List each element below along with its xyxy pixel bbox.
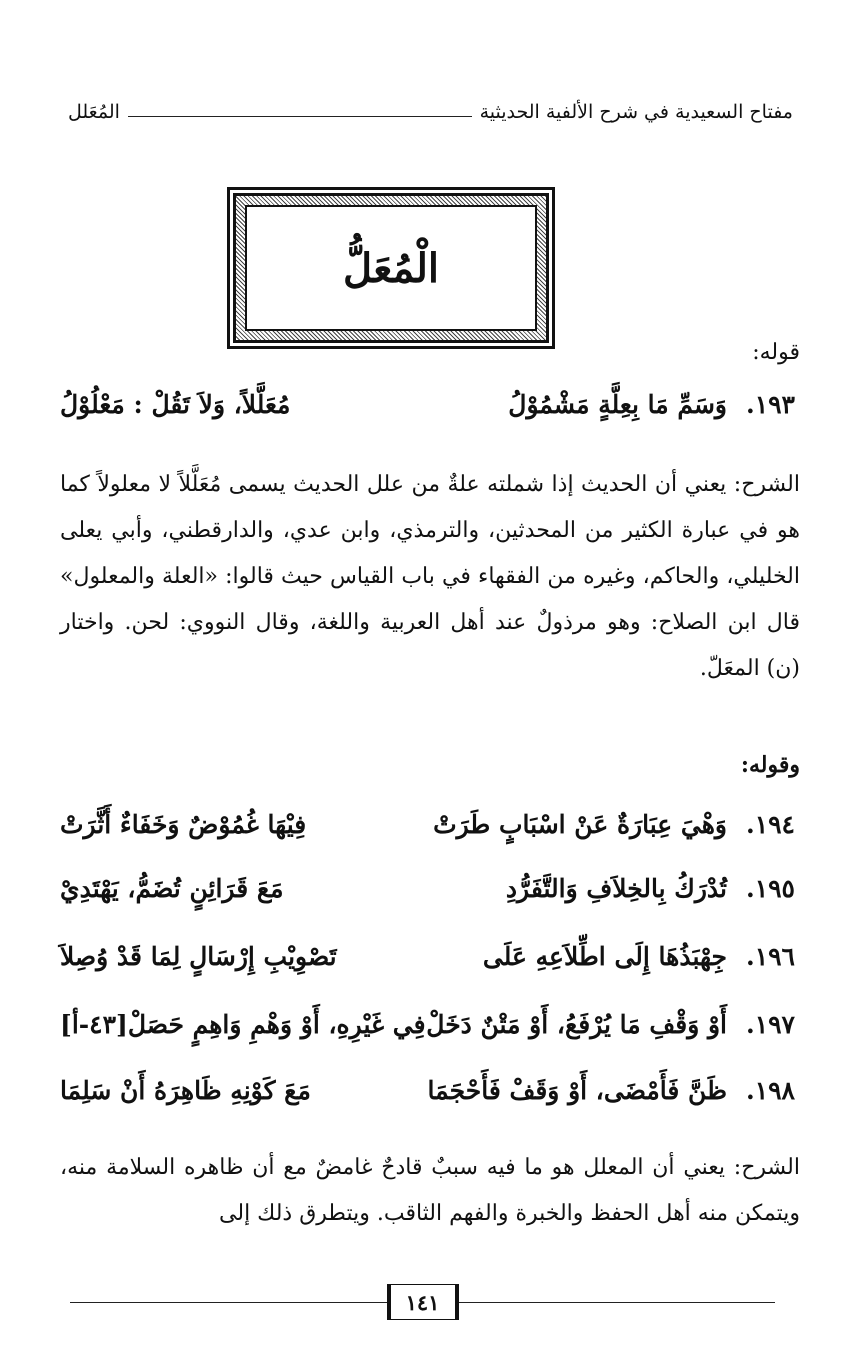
verse-197 — [60, 1010, 795, 1050]
footer-rule-right — [459, 1302, 776, 1303]
verse-first-hemistich: ظَنَّ فَأَمْضَى، أَوْ وَقَفْ فَأَحْجَمَا — [427, 1076, 727, 1105]
chapter-title: المُعَلل — [68, 101, 120, 123]
verse-number: ١٩٣. — [745, 390, 795, 419]
verse-number: ١٩٥. — [745, 874, 795, 903]
page-number: ١٤١ — [387, 1284, 459, 1320]
verse-first-hemistich: وَسَمِّ مَا بِعِلَّةٍ مَشْمُوْلُ — [508, 390, 727, 419]
verse-193 — [60, 390, 795, 430]
verse-second-hemistich: تَصْوِيْبِ إِرْسَالٍ لِمَا قَدْ وُصِلاَ — [60, 942, 337, 971]
section-title-inner — [245, 205, 537, 331]
book-title: مفتاح السعيدية في شرح الألفية الحديثية — [479, 101, 793, 123]
verse-first-hemistich: جِهْبَذُهَا إِلَى اطِّلاَعِهِ عَلَى — [482, 942, 727, 971]
intro-label: قوله: — [752, 340, 800, 365]
verse-number: ١٩٦. — [745, 942, 795, 971]
verse-196 — [60, 942, 795, 982]
verse-number: ١٩٧. — [745, 1010, 795, 1039]
verse-first-hemistich: وَهْيَ عِبَارَةٌ عَنْ اسْبَابٍ طَرَتْ — [433, 810, 727, 839]
section-title: الْمُعَلُّ — [343, 244, 440, 292]
verse-195 — [60, 874, 795, 914]
verse-second-hemistich: مُعَلَّلاً، وَلاَ تَقُلْ : مَعْلُوْلُ — [60, 390, 291, 419]
header-rule — [128, 116, 472, 117]
footer-rule-left — [70, 1302, 387, 1303]
verse-first-hemistich: أَوْ وَقْفِ مَا يُرْفَعُ، أَوْ مَتْنٌ دَخَلْ — [426, 1010, 727, 1039]
verse-number: ١٩٤. — [745, 810, 795, 839]
second-label: وقوله: — [740, 752, 800, 778]
verse-first-hemistich: تُدْرَكُ بِالخِلاَفِ وَالتَّفَرُّدِ — [505, 874, 727, 903]
commentary-paragraph-1: الشرح: يعني أن الحديث إذا شملته علةٌ من علل الحديث يسمى مُعَلَّلاً لا معلولاً كما هو في عبارة الكثير من المحدثين، والترمذي، وابن عدي، والدارقطني، وأبي يعلى الخليلي، والحاكم، وغيره من الفقهاء في باب القياس حيث قالوا: «العلة والمعلول» قال ابن الصلاح: وهو مرذولٌ عند أهل العربية واللغة، وقال النووي: لحن. واختار (ن) المعَلّ. — [60, 472, 800, 681]
verse-second-hemistich: فِي غَيْرِهِ، أَوْ وَهْمِ وَاهِمٍ حَصَلْ[٤٣-أ] — [60, 1010, 426, 1039]
running-header — [68, 88, 793, 122]
verse-second-hemistich: مَعَ كَوْنِهِ ظَاهِرَهُ أَنْ سَلِمَا — [60, 1076, 311, 1105]
verse-second-hemistich: مَعَ قَرَائِنٍ تُضَمُّ، يَهْتَدِيْ — [60, 874, 284, 903]
verse-194 — [60, 810, 795, 850]
verse-second-hemistich: فِيْهَا غُمُوْضٌ وَخَفَاءٌ أَثَّرَتْ — [60, 810, 307, 839]
verse-number: ١٩٨. — [745, 1076, 795, 1105]
verse-198 — [60, 1076, 795, 1116]
page-footer — [70, 1280, 775, 1324]
section-title-frame — [233, 193, 549, 343]
commentary-paragraph-2: الشرح: يعني أن المعلل هو ما فيه سببٌ قادحٌ غامضٌ مع أن ظاهره السلامة منه، ويتمكن منه أهل الحفظ والخبرة والفهم الثاقب. ويتطرق ذلك إلى — [60, 1155, 800, 1226]
